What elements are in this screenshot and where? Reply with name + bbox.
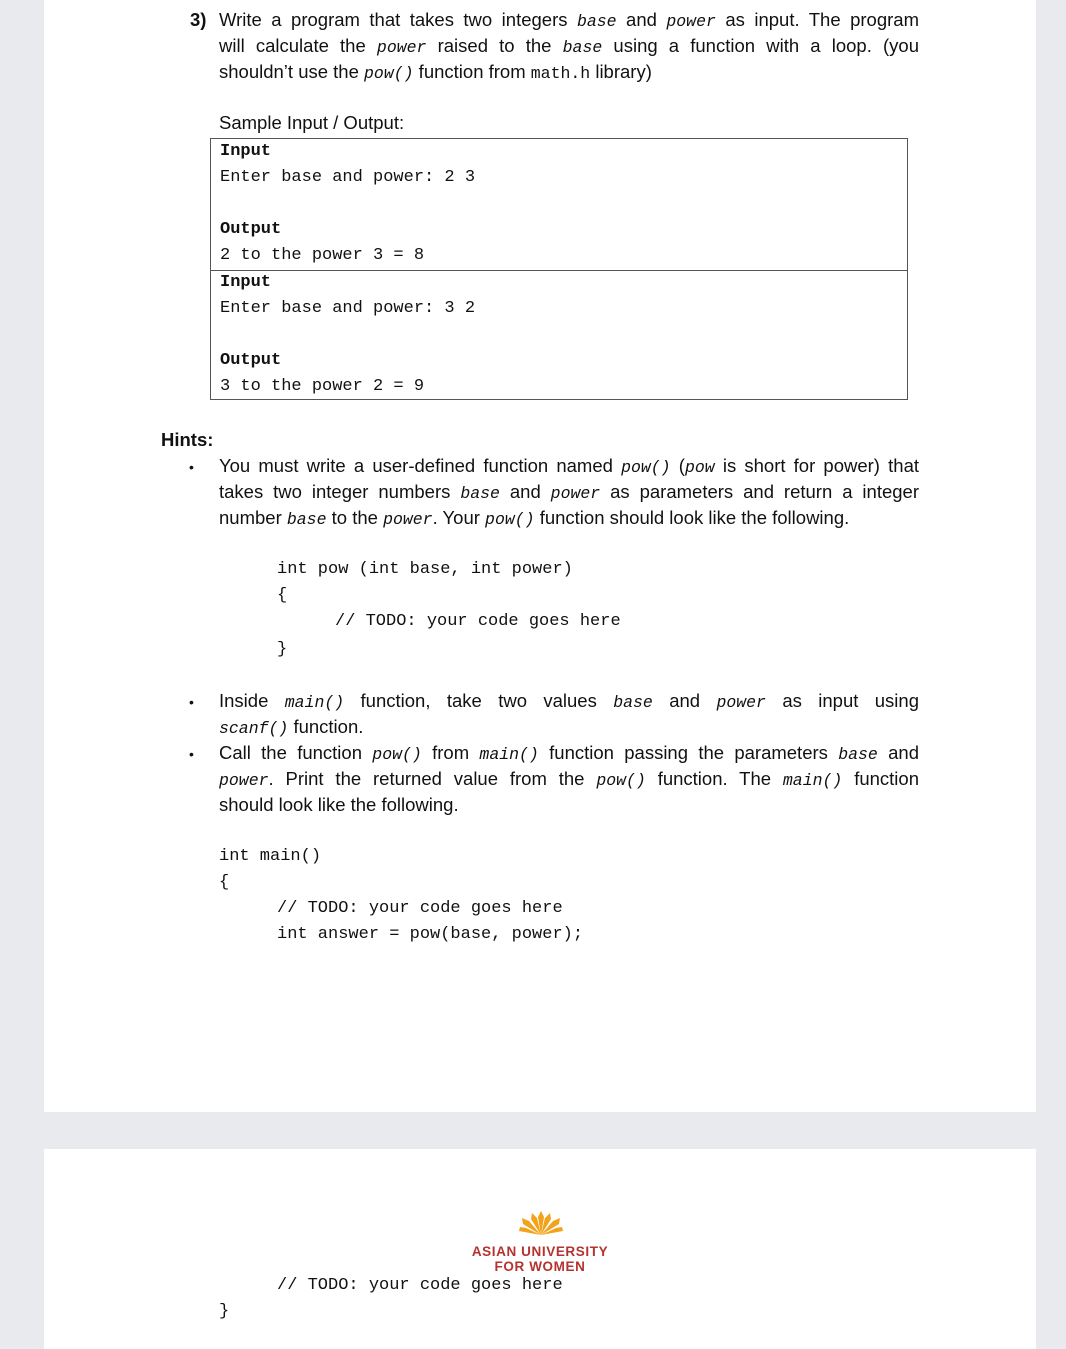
sample-1-input-label: Input xyxy=(220,142,272,161)
logo-text-line-1: ASIAN UNIVERSITY xyxy=(471,1244,609,1259)
sample-io-table xyxy=(210,138,908,400)
university-logo-icon xyxy=(517,1209,565,1237)
question-line-1: Write a program that takes two integers base and power as input. The program xyxy=(219,9,919,31)
question-line-3: shouldn’t use the pow() function from math.h library) xyxy=(219,61,652,83)
code2-open-brace: { xyxy=(219,873,230,892)
code1-close-brace: } xyxy=(277,640,288,659)
hint-3-line-3: should look like the following. xyxy=(219,794,459,815)
sample-2-input-text: Enter base and power: 3 2 xyxy=(220,299,476,318)
sample-1-output-label: Output xyxy=(220,220,282,239)
bullet-3: • xyxy=(189,746,194,762)
hint-1-line-2: takes two integer numbers base and power as parameters and return a integer xyxy=(219,481,919,503)
hint-3-line-1: Call the function pow() from main() function passing the parameters base and xyxy=(219,742,919,764)
sample-2-input-label: Input xyxy=(220,273,272,292)
hint-1-line-3: number base to the power. Your pow() function should look like the following. xyxy=(219,507,850,529)
code2-answer-line: int answer = pow(base, power); xyxy=(277,925,584,944)
bullet-1: • xyxy=(189,459,194,475)
sample-heading: Sample Input / Output: xyxy=(219,112,405,133)
sample-2-output-label: Output xyxy=(220,351,282,370)
question-number: 3) xyxy=(190,9,207,30)
question-line-2: will calculate the power raised to the base using a function with a loop. (you xyxy=(219,35,920,57)
code2-todo-continued: // TODO: your code goes here xyxy=(277,1276,563,1295)
sample-2-output-text: 3 to the power 2 = 9 xyxy=(220,377,425,396)
logo-text-line-2: FOR WOMEN xyxy=(494,1259,586,1274)
code1-signature: int pow (int base, int power) xyxy=(277,560,573,579)
hints-title: Hints: xyxy=(161,429,214,450)
sample-1-output-text: 2 to the power 3 = 8 xyxy=(220,246,425,265)
bullet-2: • xyxy=(189,694,194,710)
code1-open-brace: { xyxy=(277,586,288,605)
code2-close-brace: } xyxy=(219,1302,230,1321)
code2-signature: int main() xyxy=(219,847,322,866)
hint-2-line-1: Inside main() function, take two values base and power as input using xyxy=(219,690,919,712)
sample-1-input-text: Enter base and power: 2 3 xyxy=(220,168,476,187)
hint-3-line-2: power. Print the returned value from the pow() function. The main() function xyxy=(219,768,919,790)
code2-todo: // TODO: your code goes here xyxy=(277,899,563,918)
document-page-1 xyxy=(44,0,1036,1112)
hint-1-line-1: You must write a user-defined function named pow() (pow is short for power) that xyxy=(219,455,920,477)
code1-todo: // TODO: your code goes here xyxy=(335,612,621,631)
document-page-2 xyxy=(44,1149,1036,1349)
hint-2-line-2: scanf() function. xyxy=(219,716,364,738)
